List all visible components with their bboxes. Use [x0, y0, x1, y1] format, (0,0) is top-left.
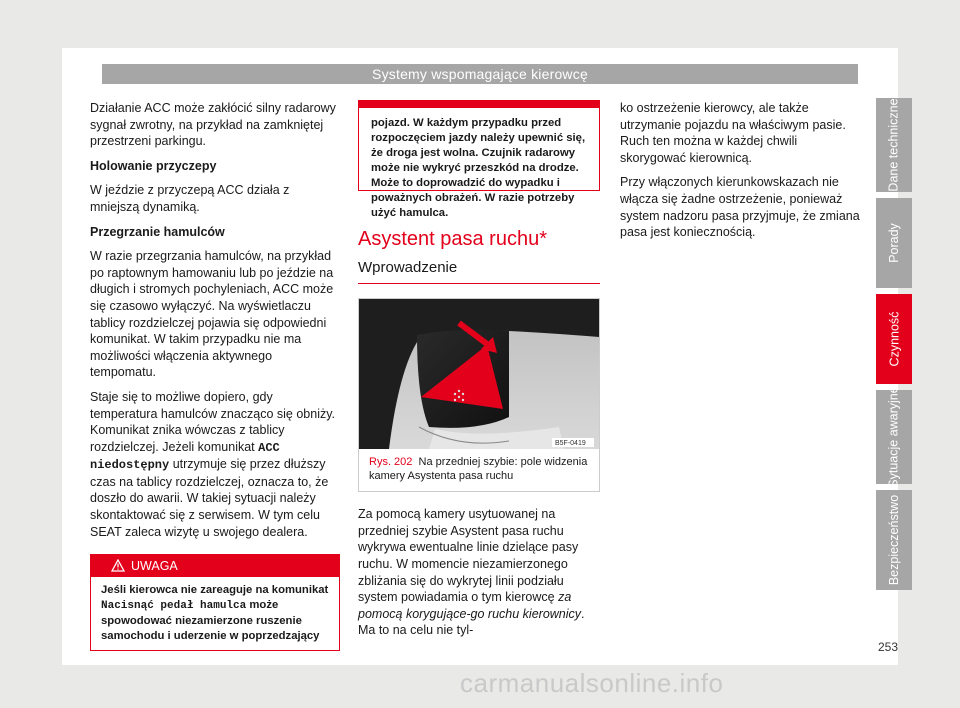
- subheading-trailer: Holowanie przyczepy: [90, 158, 217, 173]
- section-title: Asystent pasa ruchu*: [358, 228, 547, 250]
- text-run: utrzymuje się przez dłuższy czas na tablicy rozdzielczej, oznacza to, że doszło do awarii. W takiej sytuacji należy skontaktować się z serwisem. W tym celu SEAT zaleca wizytę u swojego dealera.: [90, 457, 329, 539]
- figure: [358, 298, 600, 492]
- warning-continuation: pojazd. W każdym przypadku przed rozpoczęciem jazdy należy upewnić się, że droga jest wolna. Czujnik radarowy może nie wykryć przeszkód na drodze. Może to doprowadzić do wypadku i poważnych obrażeń. W razie potrzeby użyć hamulca.: [358, 100, 600, 191]
- warning-triangle-icon: [111, 559, 125, 572]
- tab-label: Czynność: [887, 311, 902, 367]
- paragraph: [90, 389, 340, 540]
- figure-code: B5F-0419: [555, 440, 586, 448]
- text-run: Za pomocą kamery usytuowanej na przedniej szybie Asystent pasa ruchu wykrywa ewentualne linie dzielące pasy ruchu. W momencie niezamierzonego zbliżania się do wykrytej linii podziału system powiadamia o tym kierowcę: [358, 507, 579, 605]
- tab-porady[interactable]: [876, 198, 912, 288]
- text-run: . Ma to na celu nie tyl-: [358, 606, 585, 638]
- warning-text: [91, 577, 339, 650]
- tab-bezpieczenstwo[interactable]: [876, 490, 912, 590]
- column-right: [620, 100, 860, 249]
- page-header: Systemy wspomagające kierowcę: [102, 64, 858, 84]
- caption-text: Na przedniej szybie: pole widzenia kamery Asystenta pasa ruchu: [369, 456, 588, 483]
- tab-dane-techniczne[interactable]: [876, 98, 912, 192]
- text-run: może spowodować niezamierzone ruszenie samochodu i uderzenie w poprzedzający: [101, 599, 320, 643]
- paragraph: W razie przegrzania hamulców, na przykład po raptownym hamowaniu lub po jeździe na długich i stromych pochyleniach, ACC może się czasowo wyłączyć. Na wyświetlaczu tablicy rozdzielczej pojawia się odpowiedni komunikat. W takim przypadku nie ma możliwości włączenia aktywnego tempomatu.: [90, 249, 334, 380]
- figure-caption: [359, 449, 599, 491]
- text-run: Staje się to możliwe dopiero, gdy temperatura hamulców znacząco się obniży. Komunikat znika wówczas z tablicy rozdzielczej. Jeżeli komunikat: [90, 389, 336, 454]
- paragraph: Działanie ACC może zakłócić silny radarowy sygnał zwrotny, na przykład na zamkniętej przestrzeni parkingu.: [90, 101, 336, 149]
- paragraph: Przy włączonych kierunkowskazach nie włącza się żadne ostrzeżenie, ponieważ system nadzoru pasa przyjmuje, że zmiana pasa jest koniecznością.: [620, 175, 860, 240]
- figure-label: Rys. 202: [369, 456, 413, 469]
- tab-label: Sytuacje awaryjne: [887, 386, 902, 488]
- subsection-title: Wprowadzenie: [358, 260, 600, 285]
- tab-label: Porady: [887, 223, 902, 263]
- tab-label: Dane techniczne: [887, 98, 901, 192]
- tab-sytuacje-awaryjne[interactable]: [876, 386, 912, 488]
- subheading-brakes: Przegrzanie hamulców: [90, 224, 225, 239]
- watermark: carmanualsonline.info: [460, 668, 724, 698]
- warning-box: [90, 554, 340, 651]
- warning-title: UWAGA: [131, 559, 178, 574]
- paragraph: ko ostrzeżenie kierowcy, ale także utrzymanie pojazdu na właściwym pasie. Ruch ten można w każdej chwili skorygować kierownicą.: [620, 101, 846, 165]
- display-message-code: Nacisnąć pedał hamulca: [101, 600, 247, 613]
- column-left: [90, 100, 340, 651]
- display-message-code: ACC niedostępny: [90, 440, 280, 473]
- text-run-italic: za pomocą korygujące-go ruchu kierownicy: [358, 590, 582, 621]
- paragraph: W jeździe z przyczepą ACC działa z mniejszą dynamiką.: [90, 183, 290, 214]
- tab-czynnosc[interactable]: [876, 294, 912, 384]
- paragraph: [358, 506, 600, 639]
- text-run: Jeśli kierowca nie zareaguje na komunikat: [101, 584, 329, 597]
- page-number: 253: [878, 640, 899, 654]
- column-middle: [358, 100, 600, 647]
- windshield-camera-illustration: [359, 299, 599, 449]
- tab-label: Bezpieczeństwo: [887, 494, 902, 586]
- warning-header: [91, 555, 339, 577]
